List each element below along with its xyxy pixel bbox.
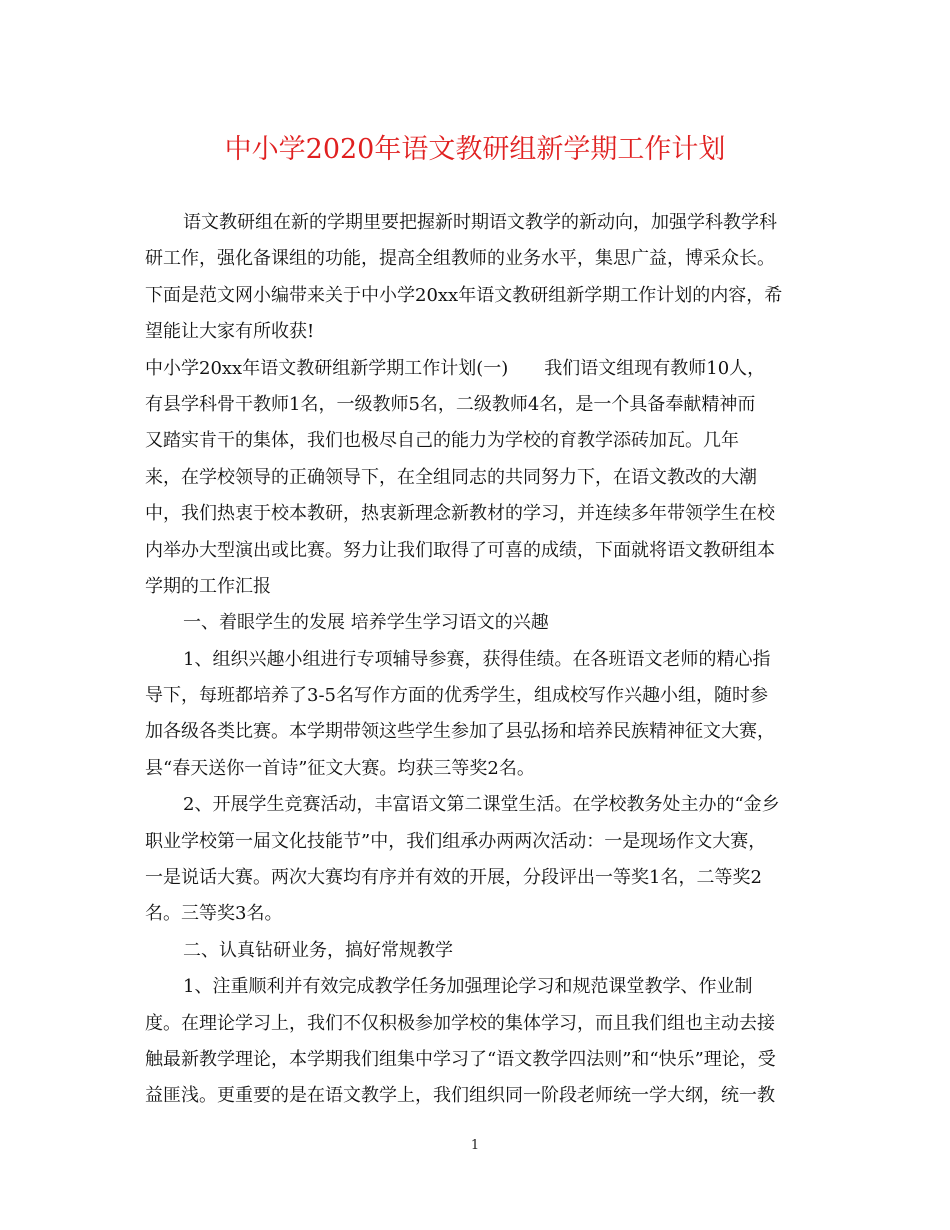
paragraph-line: 中小学20xx年语文教研组新学期工作计划(一) 我们语文组现有教师10人， [145,357,766,379]
paragraph-line: 望能让大家有所收获! [145,321,315,343]
paragraph-line: 加各级各类比赛。本学期带领这些学生参加了县弘扬和培养民族精神征文大赛， [145,721,775,743]
paragraph-line: 有县学科骨干教师1名，一级教师5名，二级教师4名，是一个具备奉献精神而 [145,393,756,415]
section-heading: 二、认真钻研业务，搞好常规教学 [183,939,453,961]
document-title: 中小学2020年语文教研组新学期工作计划 [224,134,726,165]
paragraph-line: 又踏实肯干的集体，我们也极尽自己的能力为学校的育教学添砖加瓦。几年 [145,430,739,452]
paragraph-line: 语文教研组在新的学期里要把握新时期语文教学的新动向，加强学科教学科 [183,212,777,233]
section-heading: 一、着眼学生的发展 培养学生学习语文的兴趣 [183,612,549,634]
paragraph-line: 下面是范文网小编带来关于中小学20xx年语文教研组新学期工作计划的内容，希 [145,284,783,306]
paragraph-line: 1、注重顺利并有效完成教学任务加强理论学习和规范课堂教学、作业制 [183,976,753,998]
paragraph-line: 度。在理论学习上，我们不仅积极参加学校的集体学习，而且我们组也主动去接 [145,1012,775,1034]
paragraph-line: 1、组织兴趣小组进行专项辅导参赛，获得佳绩。在各班语文老师的精心指 [183,648,771,670]
page-number: 1 [470,1138,480,1153]
document-body [145,205,810,1115]
paragraph-line: 中，我们热衷于校本教研，热衷新理念新教材的学习，并连续多年带领学生在校 [145,503,775,525]
paragraph-line: 2、开展学生竞赛活动，丰富语文第二课堂生活。在学校教务处主办的“金乡 [183,794,780,816]
paragraph-line: 一是说话大赛。两次大赛均有序并有效的开展，分段评出一等奖1名，二等奖2 [145,867,762,889]
paragraph-line: 县“春天送你一首诗”征文大赛。均获三等奖2名。 [145,757,535,779]
paragraph-line: 内举办大型演出或比赛。努力让我们取得了可喜的成绩，下面就将语文教研组本 [145,539,775,561]
paragraph-line: 来，在学校领导的正确领导下，在全组同志的共同努力下，在语文教改的大潮 [145,466,757,488]
paragraph-line: 触最新教学理论，本学期我们组集中学习了“语文教学四法则”和“快乐”理论，受 [145,1048,776,1070]
paragraph-line: 导下，每班都培养了3-5名写作方面的优秀学生，组成校写作兴趣小组，随时参 [145,685,768,707]
paragraph-line: 学期的工作汇报 [145,575,271,597]
paragraph-line: 研工作，强化备课组的功能，提高全组教师的业务水平，集思广益，博采众长。 [145,248,775,270]
paragraph-line: 名。三等奖3名。 [145,903,283,925]
paragraph-line: 益匪浅。更重要的是在语文教学上，我们组织同一阶段老师统一学大纲，统一教 [145,1085,775,1107]
paragraph-line: 职业学校第一届文化技能节”中，我们组承办两两次活动：一是现场作文大赛， [145,830,767,852]
